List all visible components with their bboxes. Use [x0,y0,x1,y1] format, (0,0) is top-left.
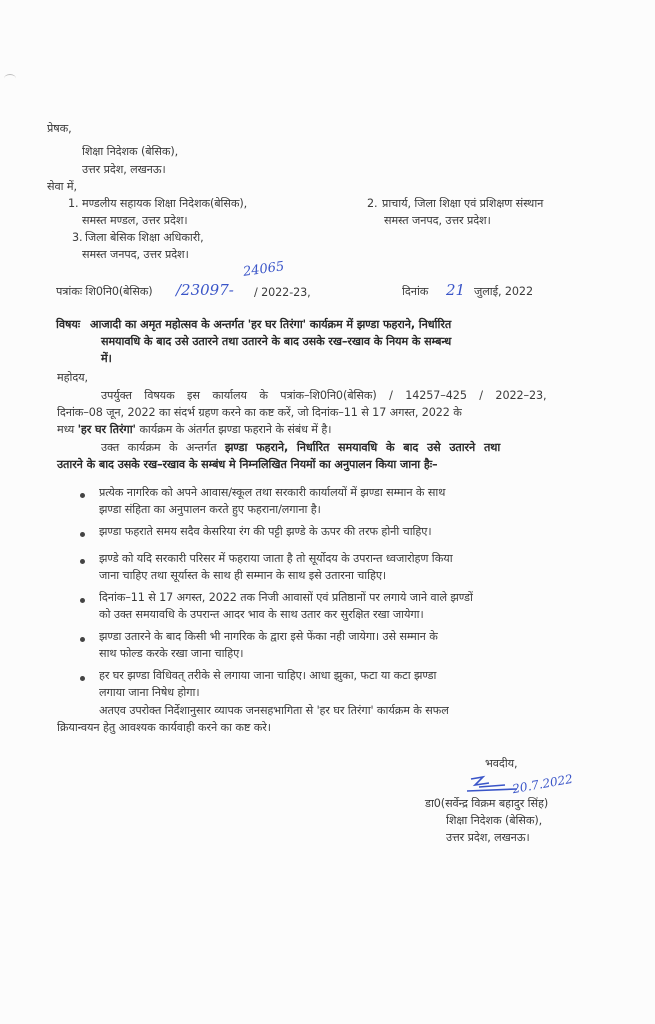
rule-1-line2: झण्डा संहिता का अनुपालन करते हुए फहराना/लगाना है। [99,503,321,516]
bullet-icon [80,676,85,681]
subject-line2: समयावधि के बाद उसे उतारने तथा उतारने के बाद उसके रख–रखाव के नियम के सम्बन्ध [101,335,452,348]
recipient-2-line2: समस्त जनपद, उत्तर प्रदेश। [384,214,491,227]
signatory-name: डा0(सर्वेन्द्र विक्रम बहादुर सिंह) [425,797,549,810]
signatory-designation: शिक्षा निदेशक (बेसिक), [446,814,543,827]
rule-4-line2: को उक्त समयावधि के उपरान्त आदर भाव के साथ उतार कर सुरक्षित रखा जायेगा। [99,608,424,621]
subject-line1 [90,318,616,332]
sender-label: प्रेषक, [47,122,72,135]
rule-1-line1: प्रत्येक नागरिक को अपने आवास/स्कूल तथा सरकारी कार्यालयों में झण्डा सम्मान के साथ [99,486,446,499]
para2-line1-pre: उक्त कार्यक्रम के अन्तर्गत [101,441,217,454]
subject-line1-text: आजादी का अमृत महोत्सव के अन्तर्गत 'हर घर तिरंगा' कार्यक्रम में झण्डा फहराने, निर्धारित [90,318,452,331]
recipients-label: सेवा में, [47,180,77,193]
para2-line1 [101,441,500,455]
date-month-year: जुलाई, 2022 [474,285,533,298]
reference-suffix: / 2022-23, [254,286,311,299]
recipient-1-line2: समस्त मण्डल, उत्तर प्रदेश। [82,214,188,227]
handwritten-signature-date: 20.7.2022 [511,771,574,797]
bullet-icon [80,532,85,537]
recipient-2-num: 2. [367,197,378,210]
handwritten-reference-number-upper: 24065 [242,259,286,280]
rule-5-line1: झण्डा उतारने के बाद किसी भी नागरिक के द्वारा इसे फेंका नही जायेगा। उसे सम्मान के [99,630,438,643]
closing-line2: क्रियान्वयन हेतु आवश्यक कार्यवाही करने का कष्ट करे। [57,721,271,734]
para1-line3 [57,423,331,437]
recipient-3-line1: जिला बेसिक शिक्षा अधिकारी, [85,231,204,244]
rule-6-line2: लगाया जाना निषेध होगा। [99,686,200,699]
subject-line3: में। [101,352,112,365]
recipient-2-line1: प्राचार्य, जिला शिक्षा एवं प्रशिक्षण संस्थान [382,197,544,210]
rule-5-line2: साथ फोल्ड करके रखा जाना चाहिए। [99,647,244,660]
recipient-1-num: 1. [68,197,79,210]
para1-line3-bold: 'हर घर तिरंगा' [77,423,136,436]
handwritten-date-day: 21 [446,281,466,299]
date-label: दिनांक [402,285,429,298]
bullet-icon [80,559,85,564]
page-corner-mark [4,74,16,83]
salutation: महोदय, [57,371,89,384]
para1-line3-post: कार्यक्रम के अंतर्गत झण्डा फहराने के संबंध में है। [139,423,332,436]
handwritten-reference-number: /23097- [176,281,234,299]
sender-line2: उत्तर प्रदेश, लखनऊ। [82,163,166,176]
bullet-icon [80,598,85,603]
rule-4-line1: दिनांक–11 से 17 अगस्त, 2022 तक निजी आवासों एवं प्रतिष्ठानों पर लगाये जाने वाले झण्डों [99,591,473,604]
recipient-3-line2: समस्त जनपद, उत्तर प्रदेश। [82,248,189,261]
bullet-icon [80,637,85,642]
sender-line1: शिक्षा निदेशक (बेसिक), [82,145,179,158]
para2-line1-bold: झण्डा फहराने, निर्धारित समयावधि के बाद उसे उतारने तथा [224,441,501,454]
para1-line1: उपर्युक्त विषयक इस कार्यालय के पत्रांक–शि0नि0(बेसिक) / 14257–425 / 2022–23, [101,389,547,402]
signatory-place: उत्तर प्रदेश, लखनऊ। [446,831,530,844]
para1-line3-pre: मध्य [57,423,75,436]
bullet-icon [80,493,85,498]
recipient-3-num: 3. [72,231,83,244]
subject-label: विषयः [56,318,81,331]
para2-line2: उतारने के बाद उसके रख–रखाव के सम्बंध मे निम्नलिखित नियमों का अनुपालन किया जाना हैः– [57,458,438,471]
para1-line2: दिनांक–08 जून, 2022 का संदर्भ ग्रहण करने का कष्ट करें, जो दिनांक–11 से 17 अगस्त, 2022 के [57,406,462,419]
rule-3-line2: जाना चाहिए तथा सूर्यास्त के साथ ही सम्मान के साथ इसे उतारना चाहिए। [99,569,387,582]
closing-line1: अतएव उपरोक्त निर्देशानुसार व्यापक जनसहभागिता से 'हर घर तिरंगा' कार्यक्रम के सफल [99,704,449,717]
rule-2-line1: झण्डा फहराते समय सदैव केसरिया रंग की पट्टी झण्डे के ऊपर की तरफ होनी चाहिए। [99,525,432,538]
yours-faithfully: भवदीय, [485,757,518,770]
recipient-1-line1: मण्डलीय सहायक शिक्षा निदेशक(बेसिक), [82,197,248,210]
reference-prefix: पत्रांकः शि0नि0(बेसिक) [56,285,153,298]
rule-3-line1: झण्डे को यदि सरकारी परिसर में फहराया जाता है तो सूर्योदय के उपरान्त ध्वजारोहण किया [99,552,453,565]
rule-6-line1: हर घर झण्डा विधिवत् तरीके से लगाया जाना चाहिए। आधा झुका, फटा या कटा झण्डा [99,669,437,682]
